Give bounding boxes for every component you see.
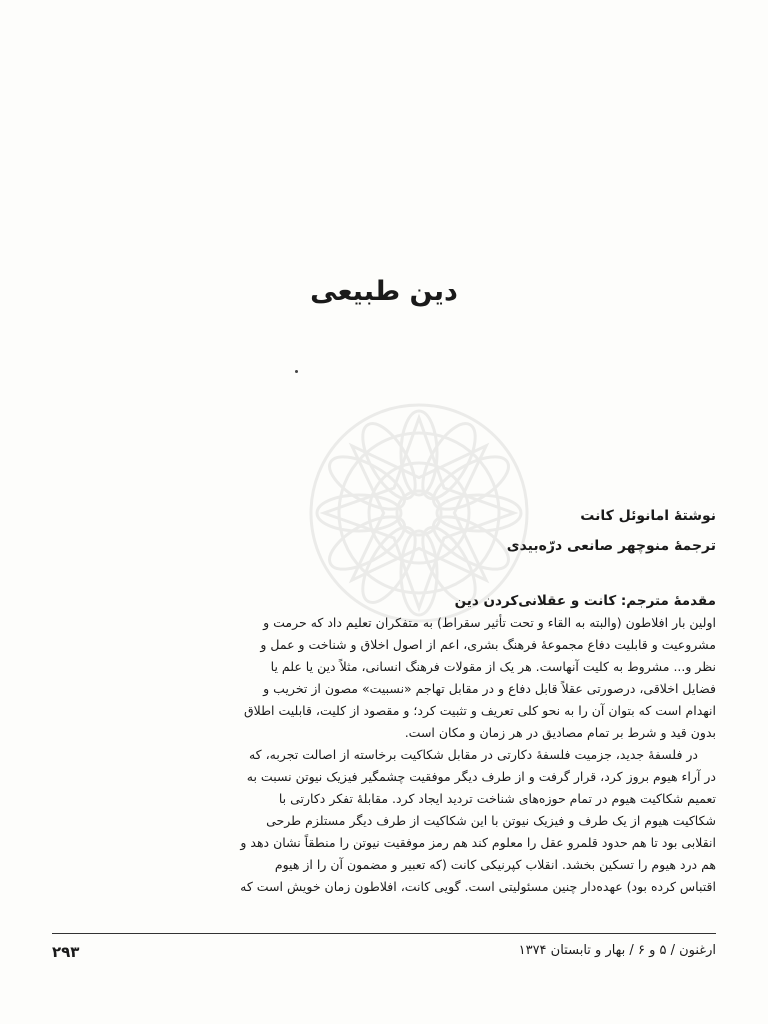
footer-divider	[52, 933, 716, 934]
text-line: انهدام است که بتوان آن را به نحو کلی تعریف و تثبیت کرد؛ و مقصود از کلیت، قابلیت اطلاق	[243, 703, 716, 718]
paragraph-2	[52, 744, 716, 898]
text-line: اولین بار افلاطون (والبته به القاء و تحت تأثیر سقراط) به متفکران تعلیم داد که حرمت و	[263, 615, 716, 630]
text-line: فضایل اخلاقی، درصورتی عقلاً قابل دفاع و در مقابل تهاجم «نسبیت» مصون از تخریب و	[263, 681, 716, 696]
text-line: تعمیم شکاکیت هیوم در تمام حوزه‌های شناخت تردید ایجاد کرد. مقابلهٔ تفکر دکارتی با	[278, 791, 716, 806]
translator-byline: ترجمهٔ منوچهر صانعی درّه‌بیدی	[506, 538, 716, 554]
page-title: دین طبیعی	[310, 276, 458, 308]
text-line: نظر و... مشروط به کلیت آنهاست. هر یک از مقولات فرهنگ انسانی، مثلاً دین یا علم یا	[270, 659, 716, 674]
text-line: در فلسفهٔ جدید، جزمیت فلسفهٔ دکارتی در مقابل شکاکیت برخاسته از اصالت تجربه، که	[248, 747, 698, 762]
page-number: ۲۹۳	[52, 943, 80, 961]
author-byline: نوشتهٔ امانوئل کانت	[580, 508, 716, 524]
section-heading: مقدمهٔ مترجم: کانت و عقلانی‌کردن دین	[454, 593, 716, 609]
text-line: انقلابی بود تا هم حدود قلمرو عقل را معلوم کند هم رمز موفقیت نیوتن را منطقاً نشان دهد و	[240, 835, 716, 850]
text-line: هم درد هیوم را تسکین بخشد. انقلاب کپرنیکی کانت (که تعبیر و مضمون آن را از هیوم	[274, 857, 716, 872]
paragraph-1	[52, 612, 716, 744]
body-text	[52, 590, 716, 898]
text-line: اقتباس کرده بود) عهده‌دار چنین مسئولیتی است. گویی کانت، افلاطون زمان خویش است که	[240, 879, 716, 894]
scan-speck	[295, 370, 298, 373]
page-footer	[52, 943, 716, 967]
text-line: بدون قید و شرط بر تمام مصادیق در هر زمان و مکان است.	[404, 725, 716, 740]
journal-citation: ارغنون / ۵ و ۶ / بهار و تابستان ۱۳۷۴	[518, 943, 716, 958]
text-line: شکاکیت هیوم از یک طرف و فیزیک نیوتن با این شکاکیت از طرف دیگر مستلزم طرحی	[266, 813, 716, 828]
text-line: مشروعیت و قابلیت دفاع مجموعهٔ فرهنگ بشری، اعم از اصول اخلاق و شناخت و عمل و	[260, 637, 716, 652]
text-line: در آراء هیوم بروز کرد، قرار گرفت و از طرف دیگر موفقیت چشمگیر فیزیک نیوتن نسبت به	[246, 769, 716, 784]
